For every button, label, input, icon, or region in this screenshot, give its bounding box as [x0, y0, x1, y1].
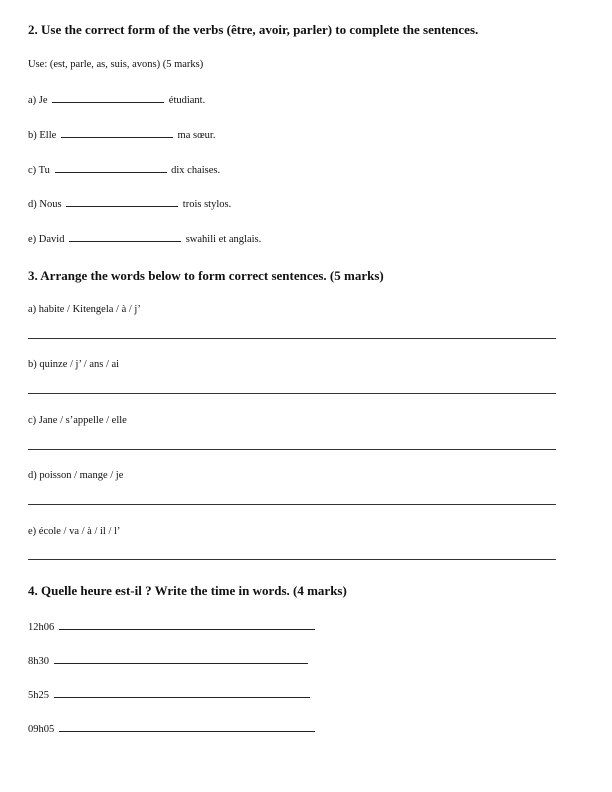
answer-blank[interactable]	[66, 197, 178, 207]
answer-blank[interactable]	[61, 128, 173, 138]
time-item-2	[28, 654, 310, 667]
fill-blank-item-c	[28, 163, 220, 176]
fill-blank-item-a	[28, 93, 205, 106]
section-4-heading: 4. Quelle heure est-il ? Write the time in words. (4 marks)	[28, 583, 347, 598]
fill-blank-item-e	[28, 232, 261, 245]
item-suffix: swahili et anglais.	[185, 234, 262, 245]
time-answer-line[interactable]	[59, 620, 315, 630]
fill-blank-item-d	[28, 197, 231, 210]
answer-line-e[interactable]	[28, 559, 556, 560]
section-2-heading: 2. Use the correct form of the verbs (être, avoir, parler) to complete the sentences.	[28, 22, 479, 37]
time-label: 8h30	[28, 656, 49, 667]
time-item-1	[28, 620, 317, 633]
answer-blank[interactable]	[55, 163, 167, 173]
item-prefix: e) David	[28, 234, 65, 245]
time-answer-line[interactable]	[59, 722, 315, 732]
time-answer-line[interactable]	[54, 688, 310, 698]
arrange-item-e: e) école / va / à / il / l’	[28, 526, 121, 537]
answer-line-b[interactable]	[28, 393, 556, 394]
item-suffix: étudiant.	[168, 95, 206, 106]
time-label: 5h25	[28, 690, 49, 701]
section-3-heading: 3. Arrange the words below to form correct sentences. (5 marks)	[28, 268, 384, 283]
time-label: 12h06	[28, 622, 55, 633]
item-prefix: d) Nous	[28, 199, 62, 210]
item-prefix: a) Je	[28, 95, 48, 106]
answer-line-d[interactable]	[28, 504, 556, 505]
arrange-item-b: b) quinze / j’ / ans / ai	[28, 359, 120, 370]
fill-blank-item-b	[28, 128, 215, 141]
item-suffix: ma sœur.	[177, 130, 216, 141]
item-suffix: dix chaises.	[171, 165, 221, 176]
answer-line-a[interactable]	[28, 338, 556, 339]
arrange-item-c: c) Jane / s’appelle / elle	[28, 415, 127, 426]
item-prefix: c) Tu	[28, 165, 50, 176]
arrange-item-d: d) poisson / mange / je	[28, 470, 124, 481]
time-answer-line[interactable]	[54, 654, 308, 664]
answer-line-c[interactable]	[28, 449, 556, 450]
answer-blank[interactable]	[69, 232, 181, 242]
time-item-4	[28, 722, 317, 735]
arrange-item-a: a) habite / Kitengela / à / j’	[28, 304, 141, 315]
item-suffix: trois stylos.	[182, 199, 232, 210]
time-item-3	[28, 688, 312, 701]
answer-blank[interactable]	[52, 93, 164, 103]
item-prefix: b) Elle	[28, 130, 57, 141]
time-label: 09h05	[28, 724, 55, 735]
section-2-word-bank: Use: (est, parle, as, suis, avons) (5 marks)	[28, 59, 204, 70]
